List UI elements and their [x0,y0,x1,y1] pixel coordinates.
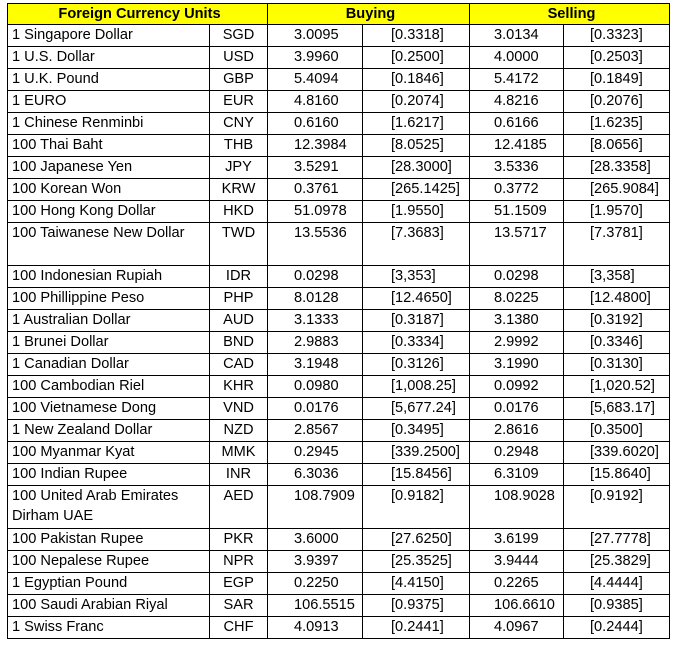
buying-inverse-rate-cell: [25.3525] [363,551,470,573]
selling-inverse-rate-cell: [0.9385] [564,595,670,617]
selling-inverse-rate-cell: [1,020.52] [564,376,670,398]
currency-code-cell: JPY [210,157,268,179]
table-row [8,529,670,551]
selling-rate-cell: 6.3109 [470,464,564,486]
currency-name-cell: 100 Nepalese Rupee [8,551,210,573]
selling-inverse-rate-cell: [12.4800] [564,288,670,310]
buying-inverse-rate-cell: [7.3683] [363,223,470,266]
table-row [8,135,670,157]
buying-rate-cell: 0.0298 [268,266,363,288]
table-row [8,179,670,201]
buying-inverse-rate-cell: [0.2500] [363,47,470,69]
currency-code-cell: CHF [210,617,268,639]
buying-inverse-rate-cell: [15.8456] [363,464,470,486]
currency-name-cell: 1 U.S. Dollar [8,47,210,69]
currency-code-cell: MMK [210,442,268,464]
table-row [8,266,670,288]
buying-rate-cell: 0.3761 [268,179,363,201]
currency-name-cell: 1 Australian Dollar [8,310,210,332]
buying-inverse-rate-cell: [8.0525] [363,135,470,157]
selling-rate-cell: 12.4185 [470,135,564,157]
currency-name-cell: 1 Canadian Dollar [8,354,210,376]
currency-code-cell: EUR [210,91,268,113]
selling-inverse-rate-cell: [1.6235] [564,113,670,135]
buying-rate-cell: 0.6160 [268,113,363,135]
buying-inverse-rate-cell: [27.6250] [363,529,470,551]
currency-code-cell: NPR [210,551,268,573]
header-selling: Selling [470,4,670,25]
table-row [8,398,670,420]
currency-code-cell: PHP [210,288,268,310]
currency-name-cell: 100 Vietnamese Dong [8,398,210,420]
currency-code-cell: INR [210,464,268,486]
currency-code-cell: VND [210,398,268,420]
currency-code-cell: EGP [210,573,268,595]
selling-inverse-rate-cell: [0.3323] [564,25,670,47]
table-row [8,617,670,639]
currency-name-cell: 1 EURO [8,91,210,113]
currency-name-cell: 100 Saudi Arabian Riyal [8,595,210,617]
currency-name-cell: 100 Taiwanese New Dollar [8,223,210,266]
selling-inverse-rate-cell: [8.0656] [564,135,670,157]
buying-rate-cell: 8.0128 [268,288,363,310]
selling-rate-cell: 0.6166 [470,113,564,135]
buying-rate-cell: 0.0176 [268,398,363,420]
selling-inverse-rate-cell: [3,358] [564,266,670,288]
selling-inverse-rate-cell: [0.9192] [564,486,670,529]
selling-inverse-rate-cell: [28.3358] [564,157,670,179]
selling-inverse-rate-cell: [0.3500] [564,420,670,442]
table-row [8,91,670,113]
selling-rate-cell: 0.3772 [470,179,564,201]
buying-inverse-rate-cell: [5,677.24] [363,398,470,420]
currency-code-cell: TWD [210,223,268,266]
selling-rate-cell: 3.1380 [470,310,564,332]
buying-rate-cell: 2.8567 [268,420,363,442]
selling-rate-cell: 4.0967 [470,617,564,639]
buying-rate-cell: 4.0913 [268,617,363,639]
currency-name-cell: 100 Myanmar Kyat [8,442,210,464]
selling-rate-cell: 0.0298 [470,266,564,288]
selling-inverse-rate-cell: [25.3829] [564,551,670,573]
selling-rate-cell: 2.8616 [470,420,564,442]
table-row [8,595,670,617]
selling-rate-cell: 5.4172 [470,69,564,91]
currency-name-cell: 1 U.K. Pound [8,69,210,91]
table-row [8,551,670,573]
buying-rate-cell: 0.0980 [268,376,363,398]
table-row [8,442,670,464]
currency-name-cell: 1 Chinese Renminbi [8,113,210,135]
buying-inverse-rate-cell: [0.9182] [363,486,470,529]
header-buying: Buying [268,4,470,25]
table-row [8,376,670,398]
buying-inverse-rate-cell: [1.9550] [363,201,470,223]
selling-rate-cell: 3.0134 [470,25,564,47]
selling-inverse-rate-cell: [27.7778] [564,529,670,551]
buying-inverse-rate-cell: [12.4650] [363,288,470,310]
buying-inverse-rate-cell: [0.3495] [363,420,470,442]
buying-rate-cell: 4.8160 [268,91,363,113]
currency-name-cell: 100 Cambodian Riel [8,376,210,398]
currency-name-cell: 100 Pakistan Rupee [8,529,210,551]
selling-inverse-rate-cell: [0.2503] [564,47,670,69]
selling-inverse-rate-cell: [7.3781] [564,223,670,266]
selling-inverse-rate-cell: [0.2444] [564,617,670,639]
currency-code-cell: GBP [210,69,268,91]
selling-rate-cell: 108.9028 [470,486,564,529]
table-row [8,310,670,332]
buying-rate-cell: 3.1948 [268,354,363,376]
header-currency-units: Foreign Currency Units [8,4,268,25]
currency-code-cell: USD [210,47,268,69]
currency-rates-table [7,3,670,639]
buying-rate-cell: 3.6000 [268,529,363,551]
selling-rate-cell: 3.6199 [470,529,564,551]
currency-code-cell: KRW [210,179,268,201]
selling-inverse-rate-cell: [0.3192] [564,310,670,332]
currency-code-cell: CNY [210,113,268,135]
currency-name-cell: 1 Egyptian Pound [8,573,210,595]
table-header-row [8,4,670,25]
selling-rate-cell: 4.0000 [470,47,564,69]
rates-table-wrapper [7,3,670,639]
currency-code-cell: KHR [210,376,268,398]
selling-inverse-rate-cell: [0.3130] [564,354,670,376]
table-row [8,47,670,69]
table-row [8,157,670,179]
selling-rate-cell: 0.0992 [470,376,564,398]
table-body [8,25,670,639]
selling-inverse-rate-cell: [265.9084] [564,179,670,201]
buying-inverse-rate-cell: [0.2074] [363,91,470,113]
buying-inverse-rate-cell: [339.2500] [363,442,470,464]
currency-code-cell: IDR [210,266,268,288]
table-row [8,113,670,135]
buying-rate-cell: 3.9397 [268,551,363,573]
selling-rate-cell: 3.5336 [470,157,564,179]
selling-inverse-rate-cell: [5,683.17] [564,398,670,420]
currency-code-cell: THB [210,135,268,157]
table-row [8,69,670,91]
buying-rate-cell: 13.5536 [268,223,363,266]
table-row [8,354,670,376]
buying-rate-cell: 5.4094 [268,69,363,91]
buying-inverse-rate-cell: [0.3187] [363,310,470,332]
currency-name-cell: 100 Indian Rupee [8,464,210,486]
buying-inverse-rate-cell: [1,008.25] [363,376,470,398]
selling-rate-cell: 3.9444 [470,551,564,573]
currency-name-cell: 1 Singapore Dollar [8,25,210,47]
selling-inverse-rate-cell: [0.1849] [564,69,670,91]
selling-inverse-rate-cell: [339.6020] [564,442,670,464]
selling-inverse-rate-cell: [0.3346] [564,332,670,354]
selling-rate-cell: 4.8216 [470,91,564,113]
currency-code-cell: AED [210,486,268,529]
currency-code-cell: HKD [210,201,268,223]
buying-inverse-rate-cell: [0.9375] [363,595,470,617]
selling-inverse-rate-cell: [0.2076] [564,91,670,113]
buying-inverse-rate-cell: [0.3318] [363,25,470,47]
buying-inverse-rate-cell: [28.3000] [363,157,470,179]
currency-name-cell: 1 Swiss Franc [8,617,210,639]
table-row [8,288,670,310]
currency-code-cell: SGD [210,25,268,47]
currency-code-cell: SAR [210,595,268,617]
buying-rate-cell: 3.0095 [268,25,363,47]
table-row [8,332,670,354]
table-row [8,486,670,529]
currency-code-cell: BND [210,332,268,354]
currency-name-cell: 100 Thai Baht [8,135,210,157]
currency-name-cell: 1 New Zealand Dollar [8,420,210,442]
selling-rate-cell: 3.1990 [470,354,564,376]
currency-code-cell: PKR [210,529,268,551]
table-row [8,25,670,47]
selling-rate-cell: 106.6610 [470,595,564,617]
buying-inverse-rate-cell: [0.3126] [363,354,470,376]
selling-inverse-rate-cell: [15.8640] [564,464,670,486]
buying-inverse-rate-cell: [0.1846] [363,69,470,91]
selling-rate-cell: 0.2265 [470,573,564,595]
buying-rate-cell: 108.7909 [268,486,363,529]
currency-name-cell: 100 Phillippine Peso [8,288,210,310]
buying-inverse-rate-cell: [3,353] [363,266,470,288]
buying-inverse-rate-cell: [1.6217] [363,113,470,135]
selling-rate-cell: 0.2948 [470,442,564,464]
buying-rate-cell: 0.2250 [268,573,363,595]
buying-rate-cell: 3.1333 [268,310,363,332]
selling-rate-cell: 0.0176 [470,398,564,420]
table-row [8,420,670,442]
selling-rate-cell: 51.1509 [470,201,564,223]
currency-name-cell: 100 Indonesian Rupiah [8,266,210,288]
currency-name-cell: 1 Brunei Dollar [8,332,210,354]
currency-name-cell: 100 United Arab Emirates Dirham UAE [8,486,210,529]
table-row [8,223,670,266]
currency-code-cell: NZD [210,420,268,442]
currency-name-cell: 100 Japanese Yen [8,157,210,179]
selling-rate-cell: 8.0225 [470,288,564,310]
buying-rate-cell: 51.0978 [268,201,363,223]
selling-inverse-rate-cell: [1.9570] [564,201,670,223]
buying-rate-cell: 3.5291 [268,157,363,179]
buying-rate-cell: 0.2945 [268,442,363,464]
table-row [8,573,670,595]
buying-inverse-rate-cell: [0.2441] [363,617,470,639]
buying-rate-cell: 106.5515 [268,595,363,617]
buying-inverse-rate-cell: [265.1425] [363,179,470,201]
buying-rate-cell: 3.9960 [268,47,363,69]
currency-name-cell: 100 Hong Kong Dollar [8,201,210,223]
table-row [8,201,670,223]
buying-rate-cell: 12.3984 [268,135,363,157]
buying-rate-cell: 2.9883 [268,332,363,354]
buying-inverse-rate-cell: [4.4150] [363,573,470,595]
table-row [8,464,670,486]
buying-rate-cell: 6.3036 [268,464,363,486]
currency-code-cell: AUD [210,310,268,332]
buying-inverse-rate-cell: [0.3334] [363,332,470,354]
currency-code-cell: CAD [210,354,268,376]
selling-rate-cell: 13.5717 [470,223,564,266]
selling-inverse-rate-cell: [4.4444] [564,573,670,595]
currency-name-cell: 100 Korean Won [8,179,210,201]
selling-rate-cell: 2.9992 [470,332,564,354]
